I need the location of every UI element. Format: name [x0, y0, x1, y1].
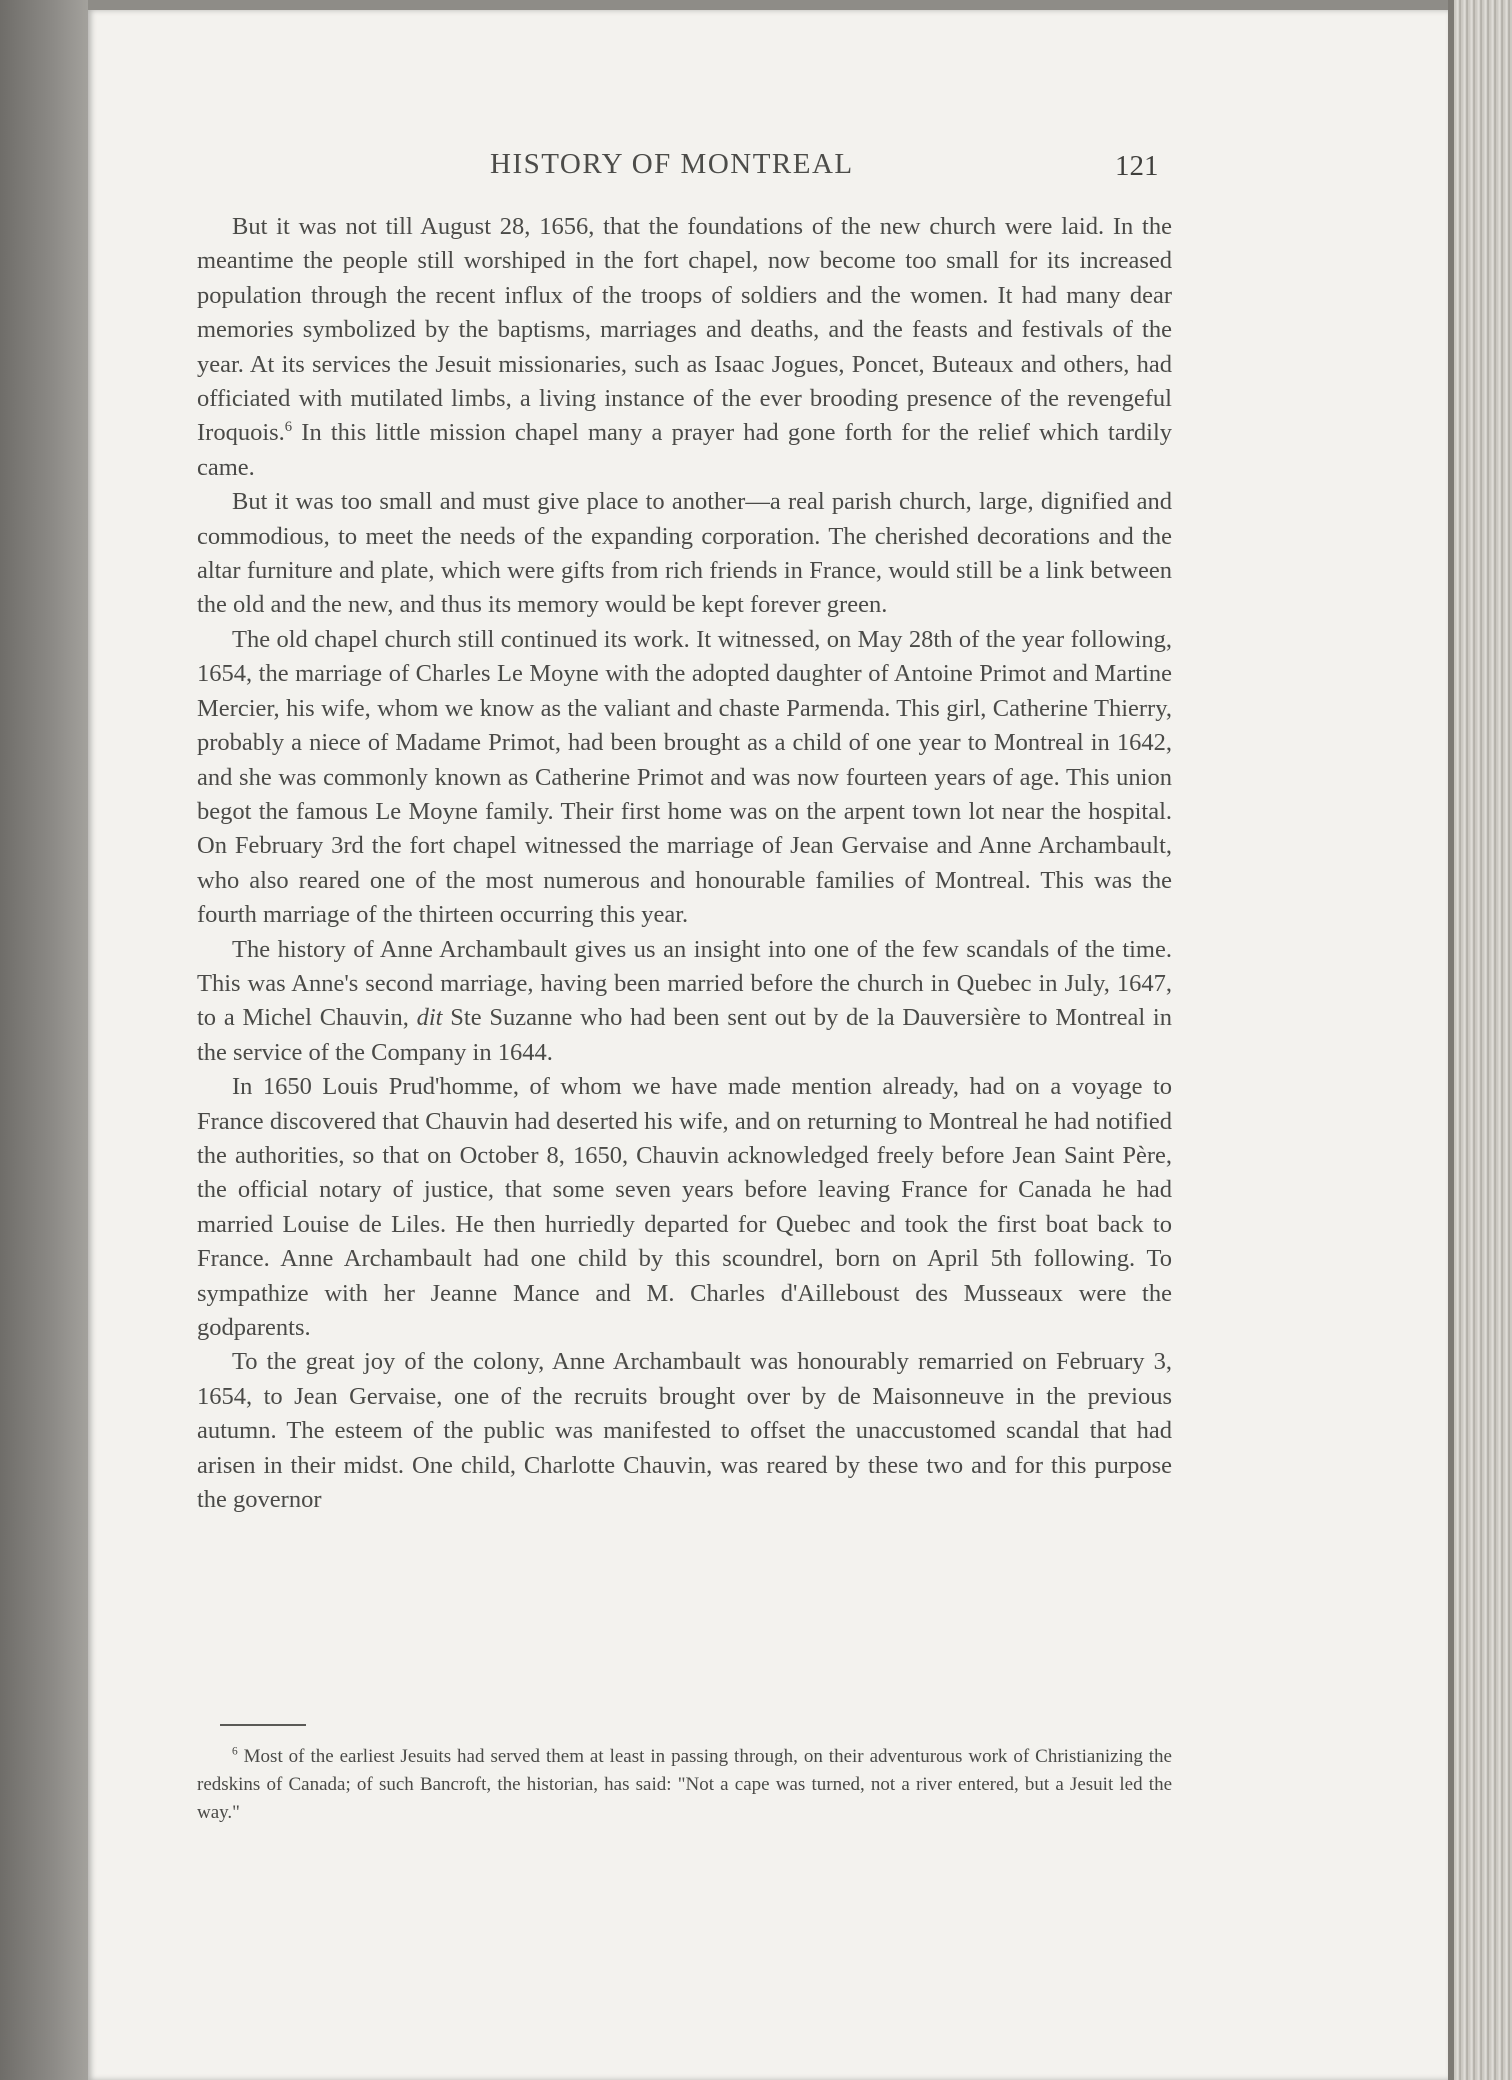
- body-text: [197, 210, 1172, 1517]
- page-top-edge: [88, 0, 1448, 10]
- paragraph-text: Ste Suzanne who had been sent out by de la Dauversière to Montreal in the service of the Company in 1644.: [197, 1004, 1172, 1066]
- running-head: HISTORY OF MONTREAL: [490, 148, 854, 180]
- paragraph-text: The history of Anne Archambault gives us an insight into one of the few scandals of the time. This was Anne's second marriage, having been married before the church in Quebec in July, 1647, to a Michel Chauvin,: [197, 935, 1172, 1032]
- paragraph: To the great joy of the colony, Anne Archambault was honourably remarried on February 3, 1654, to Jean Gervaise, one of the recruits brought over by de Maisonneuve in the previous autumn. The esteem of the public was manifested to offset the unaccustomed scandal that had arisen in their midst. One child, Charlotte Chauvin, was reared by these two and for this purpose the governor: [197, 1348, 1172, 1514]
- footnote-marker: 6: [232, 1745, 238, 1758]
- paragraph: In 1650 Louis Prud'homme, of whom we have made mention already, had on a voyage to France discovered that Chauvin had deserted his wife, and on returning to Montreal he had notified the authorities, so that on October 8, 1650, Chauvin acknowledged freely before Jean Saint Père, the official notary of justice, that some seven years before leaving France for Canada he had married Louise de Liles. He then hurriedly departed for Quebec and took the first boat back to France. Anne Archambault had one child by this scoundrel, born on April 5th following. To sympathize with her Jeanne Mance and M. Charles d'Ailleboust des Musseaux were the godparents.: [197, 1073, 1172, 1341]
- paragraph: But it was too small and must give place to another—a real parish church, large, dignified and commodious, to meet the needs of the expanding corporation. The cherished decorations and the altar furniture and plate, which were gifts from rich friends in France, would still be a link between the old and the new, and thus its memory would be kept forever green.: [197, 488, 1172, 619]
- footnote-text: Most of the earliest Jesuits had served them at least in passing through, on their adventurous work of Christianizing the redskins of Canada; of such Bancroft, the historian, has said: "Not a cape was turned, not a river entered, but a Jesuit led the way.": [197, 1746, 1172, 1823]
- paragraph-text: In this little mission chapel many a prayer had gone forth for the relief which tardily came.: [197, 419, 1172, 481]
- footnote-reference: 6: [284, 419, 293, 436]
- paragraph: [197, 933, 1172, 1071]
- italic-word: dit: [416, 1004, 443, 1032]
- paragraph: [197, 210, 1172, 485]
- footnote: [197, 1743, 1172, 1827]
- page-number: 121: [1115, 150, 1159, 182]
- footnote-rule: [220, 1724, 306, 1726]
- paragraph-text: But it was not till August 28, 1656, that the foundations of the new church were laid. In the meantime the people still worshiped in the fort chapel, now become too small for its increased population through the recent influx of the troops of soldiers and the women. It had many dear memories symbolized by the baptisms, marriages and deaths, and the feasts and festivals of the year. At its services the Jesuit missionaries, such as Isaac Jogues, Poncet, Buteaux and others, had officiated with mutilated limbs, a living instance of the ever brooding presence of the revengeful Iroquois.: [197, 213, 1172, 447]
- page-stack-edges: [1448, 0, 1512, 2080]
- book-gutter-shadow: [0, 0, 96, 2080]
- paragraph: The old chapel church still continued its work. It witnessed, on May 28th of the year following, 1654, the marriage of Charles Le Moyne with the adopted daughter of Antoine Primot and Martine Mercier, his wife, whom we know as the valiant and chaste Parmenda. This girl, Catherine Thierry, probably a niece of Madame Primot, had been brought as a child of one year to Montreal in 1642, and she was commonly known as Catherine Primot and was now fourteen years of age. This union begot the famous Le Moyne family. Their first home was on the arpent town lot near the hospital. On February 3rd the fort chapel witnessed the marriage of Jean Gervaise and Anne Archambault, who also reared one of the most numerous and honourable families of Montreal. This was the fourth marriage of the thirteen occurring this year.: [197, 625, 1172, 929]
